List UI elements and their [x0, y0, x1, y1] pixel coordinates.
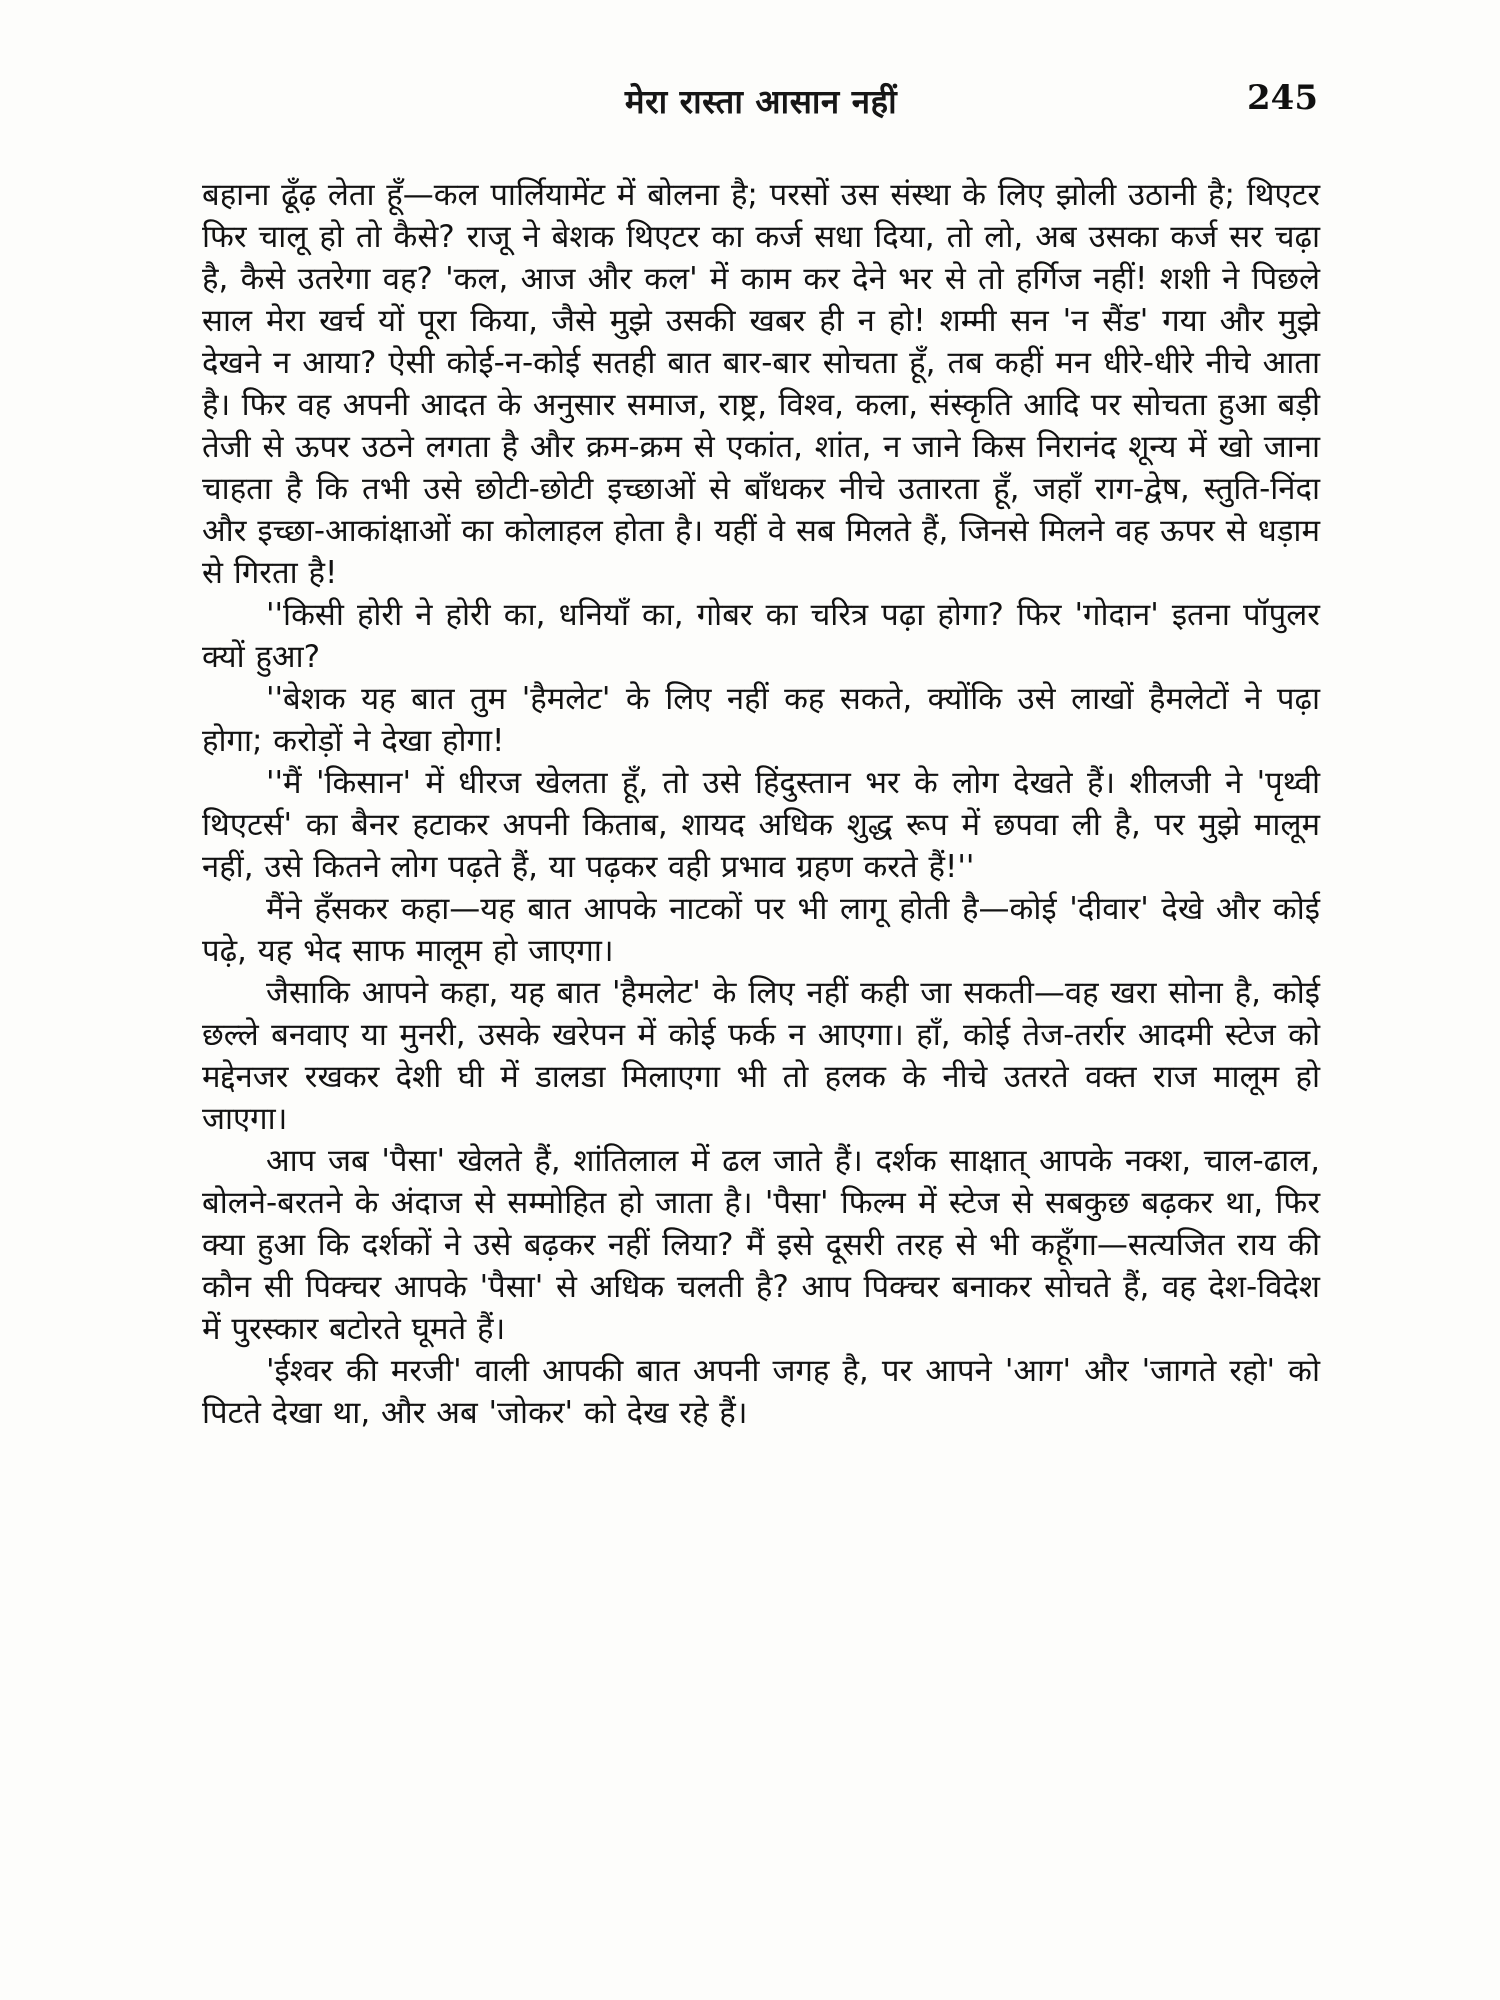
paragraph: ''बेशक यह बात तुम 'हैमलेट' के लिए नहीं कह सकते, क्योंकि उसे लाखों हैमलेटों ने पढ़ा होगा; करोड़ों ने देखा होगा!: [202, 681, 1320, 759]
paragraph: जैसाकि आपने कहा, यह बात 'हैमलेट' के लिए नहीं कही जा सकती—वह खरा सोना है, कोई छल्ले बनवाए या मुनरी, उसके खरेपन में कोई फर्क न आएगा। हाँ, कोई तेज-तर्रार आदमी स्टेज को मद्देनजर रखकर देशी घी में डालडा मिलाएगा भी तो हलक के नीचे उतरते वक्त राज मालूम हो जाएगा।: [202, 975, 1320, 1137]
running-header: [202, 78, 1320, 130]
paragraph: 'ईश्वर की मरजी' वाली आपकी बात अपनी जगह है, पर आपने 'आग' और 'जागते रहो' को पिटते देखा था, और अब 'जोकर' को देख रहे हैं।: [202, 1353, 1320, 1431]
paragraph: आप जब 'पैसा' खेलते हैं, शांतिलाल में ढल जाते हैं। दर्शक साक्षात् आपके नक्श, चाल-ढाल, बोलने-बरतने के अंदाज से सम्मोहित हो जाता है। 'पैसा' फिल्म में स्टेज से सबकुछ बढ़कर था, फिर क्या हुआ कि दर्शकों ने उसे बढ़कर नहीं लिया? मैं इसे दूसरी तरह से भी कहूँगा—सत्यजित राय की कौन सी पिक्चर आपके 'पैसा' से अधिक चलती है? आप पिक्चर बनाकर सोचते हैं, वह देश-विदेश में पुरस्कार बटोरते घूमते हैं।: [202, 1143, 1320, 1347]
page-number: 245: [1247, 78, 1318, 118]
page-title: मेरा रास्ता आसान नहीं: [624, 82, 898, 121]
paragraph: ''मैं 'किसान' में धीरज खेलता हूँ, तो उसे हिंदुस्तान भर के लोग देखते हैं। शीलजी ने 'पृथ्वी थिएटर्स' का बैनर हटाकर अपनी किताब, शायद अधिक शुद्ध रूप में छपवा ली है, पर मुझे मालूम नहीं, उसे कितने लोग पढ़ते हैं, या पढ़कर वही प्रभाव ग्रहण करते हैं!'': [202, 765, 1320, 885]
paragraph: मैंने हँसकर कहा—यह बात आपके नाटकों पर भी लागू होती है—कोई 'दीवार' देखे और कोई पढ़े, यह भेद साफ मालूम हो जाएगा।: [202, 891, 1320, 969]
paragraph: ''किसी होरी ने होरी का, धनियाँ का, गोबर का चरित्र पढ़ा होगा? फिर 'गोदान' इतना पॉपुलर क्यों हुआ?: [202, 597, 1320, 675]
body-text: [202, 174, 1320, 1434]
page-content: [202, 78, 1320, 1434]
paragraph: बहाना ढूँढ़ लेता हूँ—कल पार्लियामेंट में बोलना है; परसों उस संस्था के लिए झोली उठानी है; थिएटर फिर चालू हो तो कैसे? राजू ने बेशक थिएटर का कर्ज सधा दिया, तो लो, अब उसका कर्ज सर चढ़ा है, कैसे उतरेगा वह? 'कल, आज और कल' में काम कर देने भर से तो हर्गिज नहीं! शशी ने पिछले साल मेरा खर्च यों पूरा किया, जैसे मुझे उसकी खबर ही न हो! शम्मी सन 'न सैंड' गया और मुझे देखने न आया? ऐसी कोई-न-कोई सतही बात बार-बार सोचता हूँ, तब कहीं मन धीरे-धीरे नीचे आता है। फिर वह अपनी आदत के अनुसार समाज, राष्ट्र, विश्व, कला, संस्कृति आदि पर सोचता हुआ बड़ी तेजी से ऊपर उठने लगता है और क्रम-क्रम से एकांत, शांत, न जाने किस निरानंद शून्य में खो जाना चाहता है कि तभी उसे छोटी-छोटी इच्छाओं से बाँधकर नीचे उतारता हूँ, जहाँ राग-द्वेष, स्तुति-निंदा और इच्छा-आकांक्षाओं का कोलाहल होता है। यहीं वे सब मिलते हैं, जिनसे मिलने वह ऊपर से धड़ाम से गिरता है!: [202, 177, 1320, 591]
